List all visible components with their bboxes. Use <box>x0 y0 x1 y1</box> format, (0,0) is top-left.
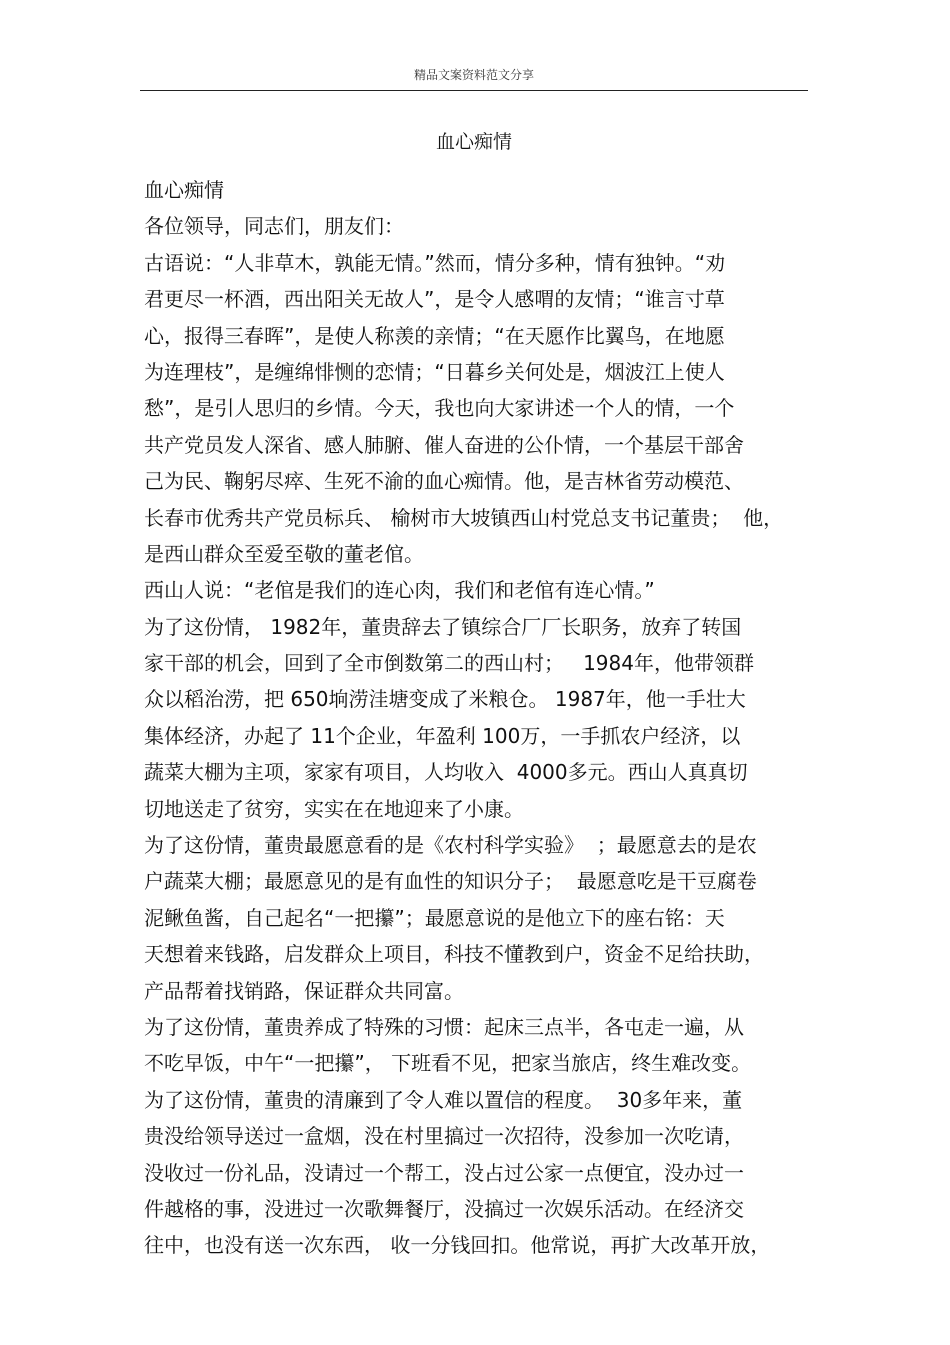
body-line: 西山人说：“老倌是我们的连心肉，我们和老倌有连心情。” <box>144 578 655 603</box>
body-line: 为了这份情，董贵的清廉到了令人难以置信的程度。 30多年来，董 <box>144 1087 743 1112</box>
body-line: 贵没给领导送过一盒烟，没在村里搞过一次招待，没参加一次吃请， <box>144 1124 744 1149</box>
body-line: 为了这份情，董贵养成了特殊的习惯：起床三点半，各屯走一遍，从 <box>144 1014 744 1039</box>
body-line: 产品帮着找销路，保证群众共同富。 <box>144 978 464 1003</box>
body-line: 古语说：“人非草木，孰能无情。”然而，情分多种，情有独钟。“劝 <box>144 250 726 275</box>
body-line: 是西山群众至爱至敬的董老倌。 <box>144 541 424 566</box>
body-line: 为连理枝”，是缠绵悱恻的恋情；“日暮乡关何处是，烟波江上使人 <box>144 359 725 384</box>
body-line: 件越格的事，没进过一次歌舞餐厅，没搞过一次娱乐活动。在经济交 <box>144 1196 744 1221</box>
body-line: 泥鳅鱼酱，自己起名“一把攥”；最愿意说的是他立下的座右铭：天 <box>144 905 725 930</box>
header-divider <box>140 90 808 91</box>
body-line: 己为民、鞠躬尽瘁、生死不渝的血心痴情。他，是吉林省劳动模范、 <box>144 469 744 494</box>
body-line: 君更尽一杯酒，西出阳关无故人”，是令人感喟的友情；“谁言寸草 <box>144 287 725 312</box>
body-line: 血心痴情 <box>144 178 224 202</box>
body-line: 集体经济，办起了 11个企业，年盈利 100万，一手抓农户经济，以 <box>144 723 741 748</box>
body-line: 众以稻治涝，把 650垧涝洼塘变成了米粮仓。 1987年，他一手壮大 <box>144 687 746 712</box>
body-line: 户蔬菜大棚；最愿意见的是有血性的知识分子； 最愿意吃是干豆腐卷 <box>144 869 757 894</box>
body-line: 各位领导，同志们，朋友们： <box>144 214 404 239</box>
body-line: 家干部的机会，回到了全市倒数第二的西山村； 1984年，他带领群 <box>144 651 754 676</box>
body-line: 共产党员发人深省、感人肺腑、催人奋进的公仆情，一个基层干部舍 <box>144 432 744 457</box>
body-line: 为了这份情， 1982年，董贵辞去了镇综合厂厂长职务，放弃了转国 <box>144 614 742 639</box>
body-line: 天想着来钱路，启发群众上项目，科技不懂教到户，资金不足给扶助， <box>144 942 764 967</box>
document-title: 血心痴情 <box>435 131 512 153</box>
body-line: 长春市优秀共产党员标兵、 榆树市大坡镇西山村党总支书记董贵； 他， <box>144 505 784 530</box>
body-line: 心，报得三春晖”，是使人称羡的亲情；“在天愿作比翼鸟，在地愿 <box>144 323 725 348</box>
document-body <box>144 172 808 1264</box>
body-line: 往中，也没有送一次东西， 收一分钱回扣。他常说，再扩大改革开放， <box>144 1233 771 1258</box>
body-line: 切地送走了贫穷，实实在在地迎来了小康。 <box>144 796 524 821</box>
page-header: 精品文案资料范文分享 <box>413 68 534 82</box>
body-line: 愁”，是引人思归的乡情。今天，我也向大家讲述一个人的情，一个 <box>144 396 735 421</box>
body-line: 为了这份情，董贵最愿意看的是《农村科学实验》 ；最愿意去的是农 <box>144 833 757 858</box>
body-line: 蔬菜大棚为主项，家家有项目，人均收入 4000多元。西山人真真切 <box>144 760 748 785</box>
body-line: 不吃早饭，中午“一把攥”， 下班看不见，把家当旅店，终生难改变。 <box>144 1051 752 1076</box>
body-line: 没收过一份礼品，没请过一个帮工，没占过公家一点便宜，没办过一 <box>144 1160 744 1185</box>
